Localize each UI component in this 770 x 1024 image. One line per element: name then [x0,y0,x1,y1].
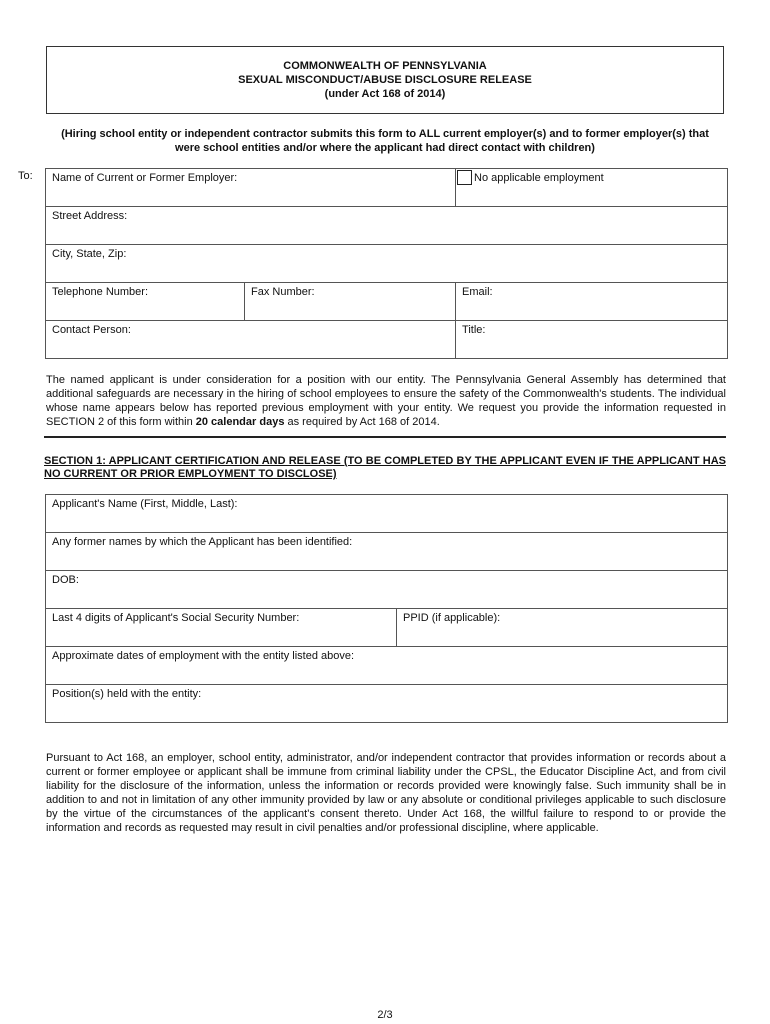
dob-label: DOB: [52,574,79,586]
former-names-field[interactable] [46,533,728,571]
instruction-line-2: were school entities and/or where the applicant had direct contact with children) [175,142,595,154]
section-divider [44,436,726,438]
no-employment-cell [456,169,728,207]
no-employment-checkbox[interactable] [457,170,472,185]
employment-dates-label: Approximate dates of employment with the entity listed above: [52,650,355,662]
to-label: To: [18,170,33,182]
request-deadline: 20 calendar days [195,416,285,428]
fax-label: Fax Number: [251,286,315,298]
city-state-zip-label: City, State, Zip: [52,248,127,260]
request-paragraph [46,373,726,429]
header-line-2: SEXUAL MISCONDUCT/ABUSE DISCLOSURE RELEASE [238,74,532,86]
former-names-label: Any former names by which the Applicant has been identified: [52,536,353,548]
telephone-label: Telephone Number: [52,286,149,298]
page-number: 2/3 [377,1009,393,1021]
employer-form [45,168,728,359]
instruction-line-1: (Hiring school entity or independent contractor submits this form to ALL current employer(s) and to former employer(s) that [61,128,709,140]
positions-held-field[interactable] [46,685,728,723]
employer-name-field[interactable] [46,169,456,207]
instruction-text [40,127,730,155]
applicant-name-label: Applicant's Name (First, Middle, Last): [52,498,238,510]
title-field[interactable] [456,321,728,359]
header-line-1: COMMONWEALTH OF PENNSYLVANIA [283,60,487,72]
request-text: The named applicant is under consideration for a position with our entity. The Pennsylvania General Assembly has determined that additional safeguards are necessary in the hiring of school employees to ensure the safety of the Commonwealth's students. The individual whose name appears below has reported previous employment with your entity. We request you provide the information requested in SECTION 2 of this form within [46,374,726,428]
street-address-field[interactable] [46,207,728,245]
applicant-name-field[interactable] [46,495,728,533]
contact-person-label: Contact Person: [52,324,131,336]
request-text-end: as required by Act 168 of 2014. [284,416,440,428]
ssn-field[interactable] [46,609,397,647]
ppid-field[interactable] [397,609,728,647]
employment-dates-field[interactable] [46,647,728,685]
no-employment-label: No applicable employment [474,171,604,184]
section-1-title: SECTION 1: APPLICANT CERTIFICATION AND RELEASE (TO BE COMPLETED BY THE APPLICANT EVEN IF THE APPLICANT HAS NO CURRENT OR PRIOR EMPLOYMENT TO DISCLOSE) [44,455,726,480]
immunity-paragraph: Pursuant to Act 168, an employer, school entity, administrator, and/or independent contractor that provides information or records about a current or former employee or applicant shall be immune from criminal liability under the CPSL, the Educator Discipline Act, and from civil liability for the disclosure of the information, unless the information or records provided were knowingly false. Such immunity shall be in addition to and not in limitation of any other immunity provided by law or any absolute or conditional privileges applicable to such disclosure by the virtue of the circumstances of the applicant's consent thereto. Under Act 168, the willful failure to respond to or provide the information and records as requested may result in civil penalties and/or professional discipline, where applicable. [46,752,726,834]
email-field[interactable] [456,283,728,321]
applicant-form [45,494,728,723]
dob-field[interactable] [46,571,728,609]
email-label: Email: [462,286,493,298]
header-line-3: (under Act 168 of 2014) [324,88,446,100]
telephone-field[interactable] [46,283,245,321]
street-address-label: Street Address: [52,210,128,222]
ssn-label: Last 4 digits of Applicant's Social Security Number: [52,612,300,624]
ppid-label: PPID (if applicable): [403,612,501,624]
fax-field[interactable] [245,283,456,321]
title-label: Title: [462,324,486,336]
employer-name-label: Name of Current or Former Employer: [52,172,238,184]
positions-held-label: Position(s) held with the entity: [52,688,202,700]
form-header [46,46,724,114]
contact-person-field[interactable] [46,321,456,359]
city-state-zip-field[interactable] [46,245,728,283]
